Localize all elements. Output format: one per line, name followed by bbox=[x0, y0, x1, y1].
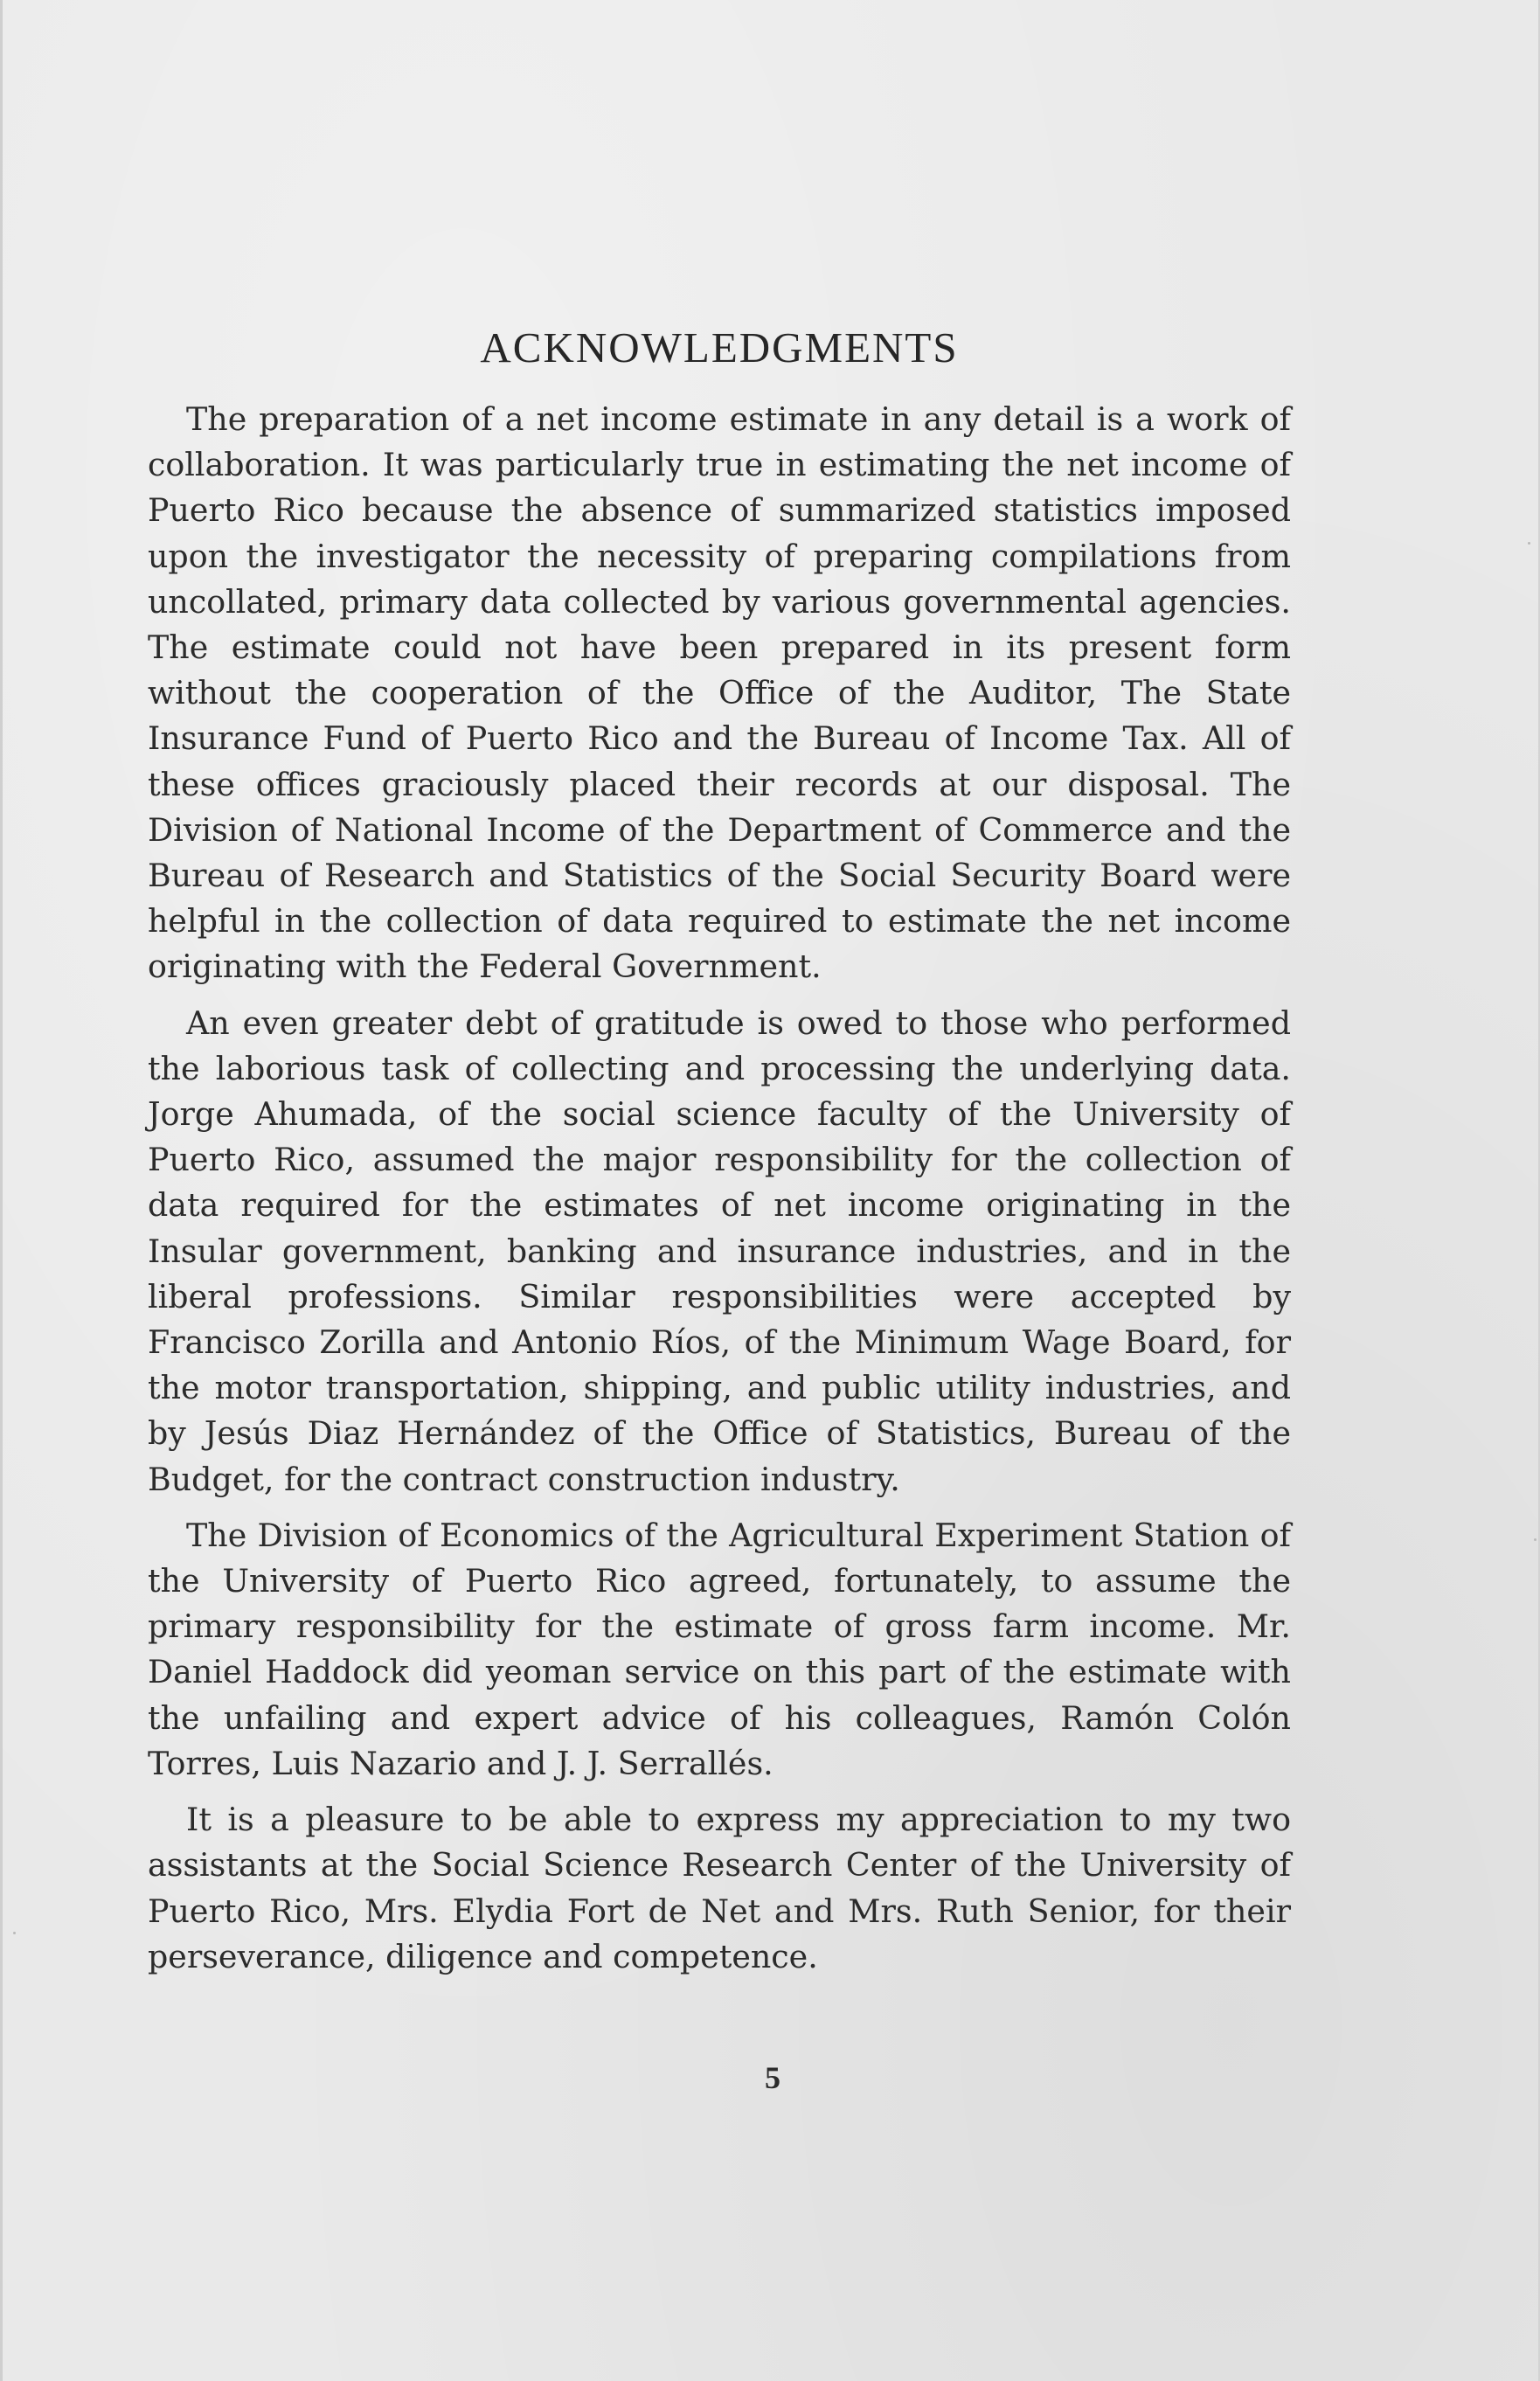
acknowledgments-section bbox=[148, 322, 1291, 1990]
paragraph-assistants: It is a pleasure to be able to express my appreciation to my two assistants at the Social Science Research Center of the University of Puerto Rico, Mrs. Elydia Fort de Net and Mrs. Ruth Senior, for their perseverance, diligence and competence. bbox=[148, 1801, 1291, 1975]
paper-speck bbox=[1534, 1538, 1537, 1541]
paragraph-collaboration: The preparation of a net income estimate in any detail is a work of collaboration. It was particularly true in estimating the net income of Puerto Rico because the absence of summarized statistics imposed upon the investigator the necessity of preparing compilations from uncollated, primary data collected by various governmental agencies. The estimate could not have been prepared in its present form without the cooperation of the Office of the Auditor, The State Insurance Fund of Puerto Rico and the Bureau of Income Tax. All of these offices graciously placed their records at our disposal. The Division of National Income of the Department of Commerce and the Bureau of Research and Statistics of the Social Security Board were helpful in the collection of data required to estimate the net income originating with the Federal Government. bbox=[148, 400, 1291, 986]
paragraph-data-collection: An even greater debt of gratitude is owed to those who performed the laborious task of collecting and processing the underlying data. Jorge Ahumada, of the social science faculty of the University of Puerto Rico, assumed the major responsibility for the collection of data required for the estimates of net income originating in the Insular government, banking and insurance industries, and in the liberal professions. Similar responsibilities were accepted by Francisco Zorilla and Antonio Ríos, of the Minimum Wage Board, for the motor transportation, shipping, and public utility industries, and by Jesús Diaz Hernández of the Office of Statistics, Bureau of the Budget, for the contract construction industry. bbox=[148, 1003, 1291, 1498]
page-number: 5 bbox=[765, 2060, 780, 2095]
paper-speck bbox=[1528, 542, 1530, 545]
paragraph-farm-income: The Division of Economics of the Agricultural Experiment Station of the University of Puerto Rico agreed, fortunately, to assume the primary responsibility for the estimate of gross farm income. Mr. Daniel Haddock did yeoman service on this part of the estimate with the unfailing and expert advice of his colleagues, Ramón Colón Torres, Luis Nazario and J. J. Serrallés. bbox=[148, 1516, 1291, 1782]
section-title: ACKNOWLEDGMENTS bbox=[480, 323, 959, 371]
paper-speck bbox=[13, 1932, 16, 1934]
